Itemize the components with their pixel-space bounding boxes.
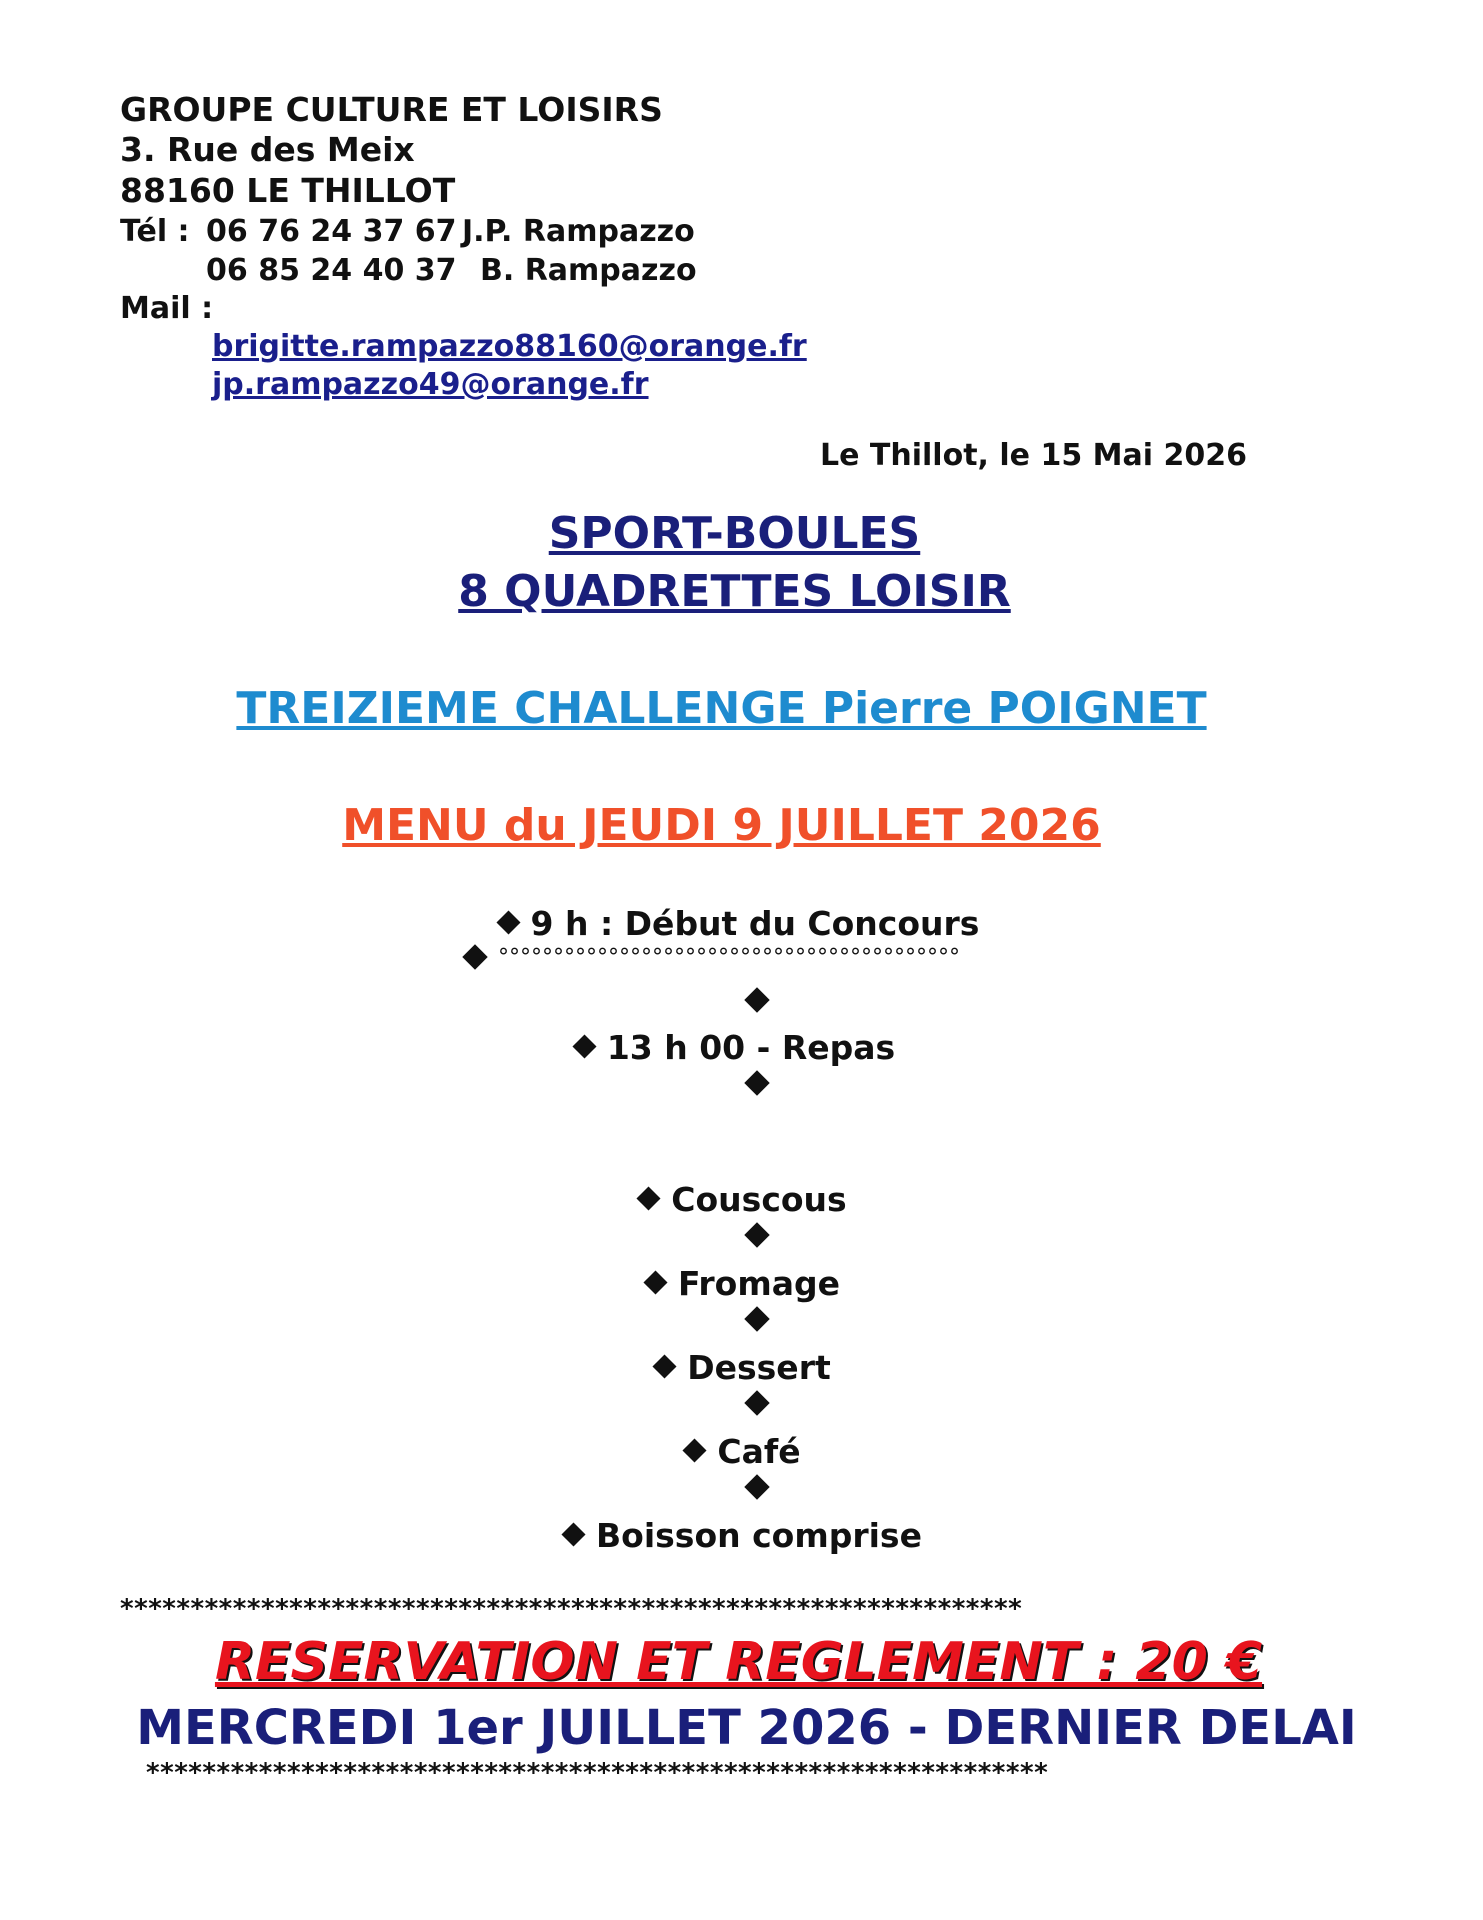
menu-item (2, 1180, 1483, 1220)
mail-label: Mail : (120, 291, 214, 326)
contact-name-2: B. Rampazzo (480, 253, 697, 288)
schedule-meal (0, 1028, 1477, 1068)
diamond-bullet-icon (462, 944, 487, 969)
menu-item-text: Couscous (671, 1180, 847, 1219)
phone-number-1: 06 76 24 37 67 (206, 214, 457, 249)
diamond-icon (744, 987, 769, 1012)
city-address: 88160 LE THILLOT (120, 171, 456, 210)
org-name: GROUPE CULTURE ET LOISIRS (120, 90, 663, 129)
menu-item-text: Dessert (687, 1348, 831, 1387)
diamond-icon (744, 1390, 769, 1415)
title-quadrettes: 8 QUADRETTES LOISIR (458, 566, 1011, 617)
menu-item-text: Café (717, 1432, 801, 1471)
street-address: 3. Rue des Meix (120, 130, 415, 169)
tel-label: Tél : (120, 214, 190, 249)
menu-item (2, 1432, 1483, 1472)
reservation-notice: RESERVATION ET REGLEMENT : 20 € (214, 1632, 1263, 1692)
diamond-bullet-icon (637, 1186, 661, 1210)
contact-name-1: J.P. Rampazzo (462, 214, 695, 249)
diamond-bullet-icon (643, 1270, 667, 1294)
title-challenge: TREIZIEME CHALLENGE Pierre POIGNET (236, 683, 1207, 734)
diamond-icon (744, 1306, 769, 1331)
email-link-1[interactable]: brigitte.rampazzo88160@orange.fr (212, 329, 807, 364)
diamond-icon (744, 1070, 769, 1095)
diamond-bullet-icon (562, 1522, 586, 1546)
circle-separator: °°°°°°°°°°°°°°°°°°°°°°°°°°°°°°°°°°°°°°°°°° (498, 945, 960, 970)
diamond-bullet-icon (683, 1438, 707, 1462)
diamond-bullet-icon (496, 910, 520, 934)
date-line: Le Thillot, le 15 Mai 2026 (820, 438, 1247, 473)
separator-line (466, 945, 960, 970)
diamond-icon (744, 1222, 769, 1247)
menu-item (2, 1516, 1483, 1556)
star-divider-bottom: **************************************************************** (146, 1758, 1049, 1788)
schedule-start-text: 9 h : Début du Concours (530, 904, 980, 943)
title-menu-date: MENU du JEUDI 9 JUILLET 2026 (342, 800, 1101, 851)
deadline-notice: MERCREDI 1er JUILLET 2026 - DERNIER DELAI (136, 1700, 1357, 1756)
menu-item-text: Boisson comprise (596, 1516, 922, 1555)
schedule-meal-text: 13 h 00 - Repas (606, 1028, 896, 1067)
diamond-bullet-icon (572, 1034, 596, 1058)
diamond-bullet-icon (653, 1354, 677, 1378)
title-sport-boules: SPORT-BOULES (548, 508, 921, 559)
diamond-icon (744, 1474, 769, 1499)
menu-item-text: Fromage (677, 1264, 841, 1303)
phone-number-2: 06 85 24 40 37 (206, 253, 457, 288)
menu-item (2, 1264, 1483, 1304)
email-link-2[interactable]: jp.rampazzo49@orange.fr (212, 367, 649, 402)
schedule-start (0, 904, 1481, 944)
star-divider-top: **************************************************************** (120, 1594, 1023, 1624)
menu-item (2, 1348, 1483, 1388)
